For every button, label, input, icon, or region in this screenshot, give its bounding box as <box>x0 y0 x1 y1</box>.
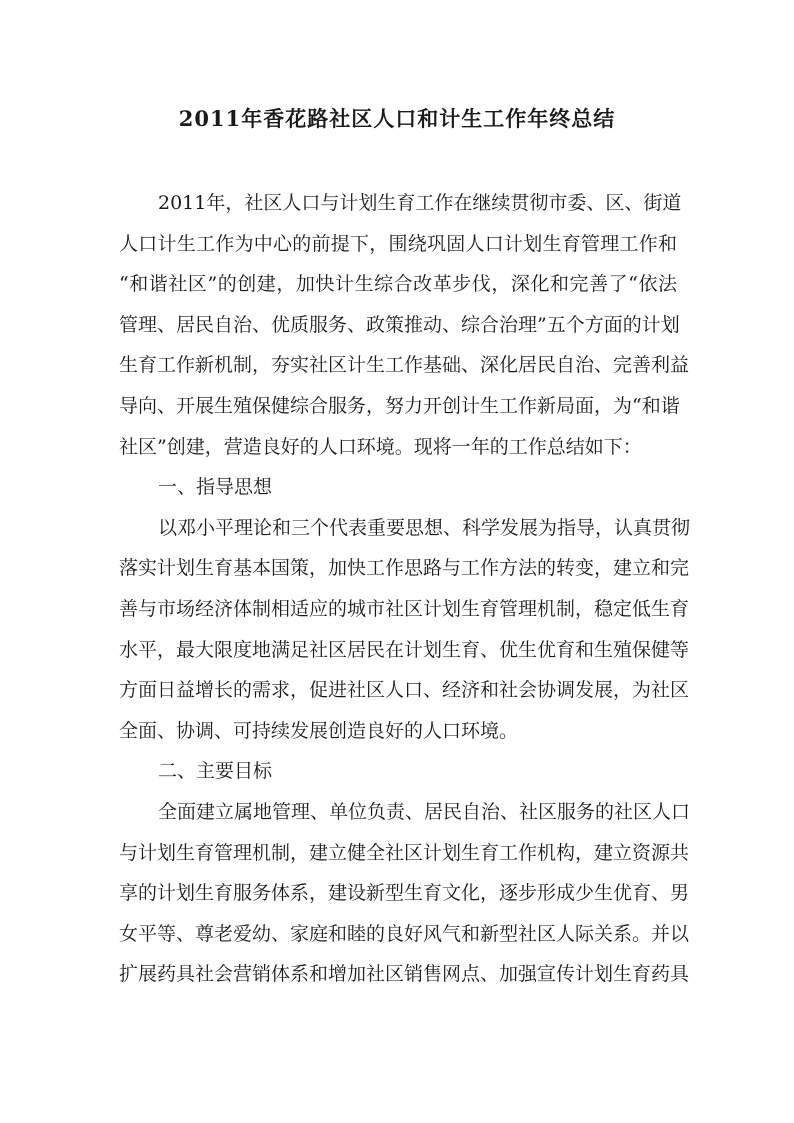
intro-line: 2011年，社区人口与计划生育工作在继续贯彻市委、区、街道 <box>158 192 682 214</box>
intro-line: “和谐社区”的创建，加快计生综合改革步伐，深化和完善了“依法 <box>119 273 677 296</box>
document-title: 2011年香花路社区人口和计生工作年终总结 <box>178 106 616 131</box>
intro-line: 导向、开展生殖保健综合服务，努力开创计生工作新局面，为“和谐 <box>119 394 680 417</box>
section2-line: 扩展药具社会营销体系和增加社区销售网点、加强宣传计划生育药具 <box>119 963 690 986</box>
section1-line: 水平，最大限度地满足社区居民在计划生育、优生优育和生殖保健等 <box>119 638 690 661</box>
intro-line: 社区”创建，营造良好的人口环境。现将一年的工作总结如下： <box>119 435 642 458</box>
section2-line: 全面建立属地管理、单位负责、居民自治、社区服务的社区人口 <box>158 800 691 823</box>
section1-line: 落实计划生育基本国策，加快工作思路与工作方法的转变，建立和完 <box>119 557 690 580</box>
document-body <box>119 188 691 1000</box>
section1-line: 方面日益增长的需求，促进社区人口、经济和社会协调发展，为社区 <box>119 679 690 702</box>
section1-line: 善与市场经济体制相适应的城市社区计划生育管理机制，稳定低生育 <box>119 597 690 620</box>
section2-line: 与计划生育管理机制，建立健全社区计划生育工作机构，建立资源共 <box>119 841 690 864</box>
section2-line: 女平等、尊老爱幼、家庭和睦的良好风气和新型社区人际关系。并以 <box>119 922 690 945</box>
intro-line: 生育工作新机制，夯实社区计生工作基础、深化居民自治、完善利益 <box>119 354 690 377</box>
section-heading-main-goals: 二、主要目标 <box>158 760 273 783</box>
section-heading-guiding-ideology: 一、指导思想 <box>158 476 273 499</box>
section2-line: 享的计划生育服务体系，建设新型生育文化，逐步形成少生优育、男 <box>119 882 690 905</box>
intro-line: 管理、居民自治、优质服务、政策推动、综合治理”五个方面的计划 <box>119 313 680 336</box>
section1-line: 以邓小平理论和三个代表重要思想、科学发展为指导，认真贯彻 <box>158 516 691 539</box>
intro-line: 人口计生工作为中心的前提下，围绕巩固人口计划生育管理工作和 <box>119 232 677 255</box>
section1-line: 全面、协调、可持续发展创造良好的人口环境。 <box>119 719 519 742</box>
